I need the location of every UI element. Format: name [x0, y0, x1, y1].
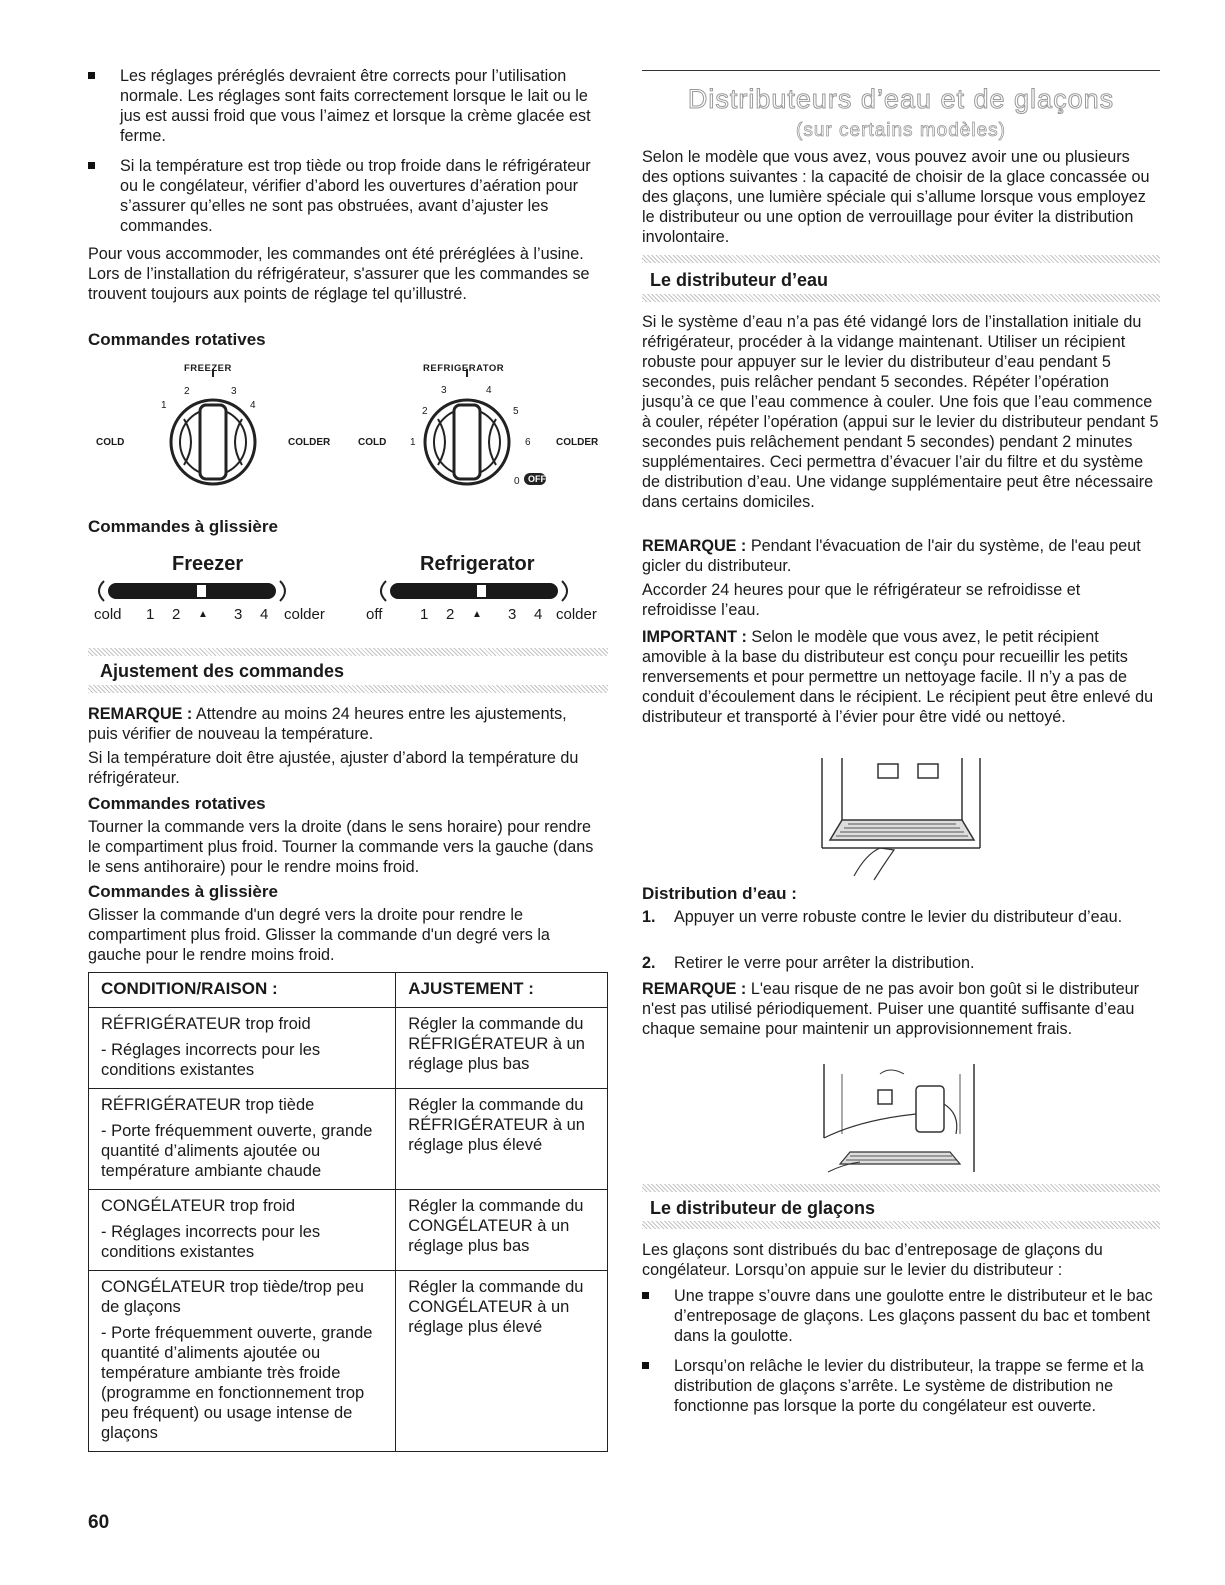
freezer-slider-title: Freezer	[172, 553, 244, 575]
remarque-paragraph: REMARQUE : Pendant l'évacuation de l'air du système, de l'eau peut gicler du distributeur.	[642, 537, 1141, 575]
page-number: 60	[88, 1512, 110, 1533]
table-cell: Régler la commande du CONGÉLATEUR à un réglage plus bas	[396, 1190, 608, 1271]
paragraph: Tourner la commande vers la droite (dans le sens horaire) pour rendre le compartiment plus froid. Tourner la commande vers la gauche (dans le sens antihoraire) pour le rendre moins froid.	[88, 818, 594, 876]
off-badge: OFF	[528, 474, 546, 484]
column-header: CONDITION/RAISON :	[89, 973, 396, 1008]
table-cell: RÉFRIGÉRATEUR trop froid - Réglages incorrects pour les conditions existantes	[89, 1008, 396, 1089]
divider	[642, 294, 1160, 302]
intro-paragraph: Selon le modèle que vous avez, vous pouvez avoir une ou plusieurs des options suivantes : la capacité de choisir de la glace concassée ou des glaçons, une lumière spéciale qui s’allume lorsque vous employez le distributeur ou une option de verrouillage pour éviter la distribution involontaire.	[642, 148, 1150, 246]
tick-label: 4	[486, 385, 492, 396]
section-heading: Commandes à glissière	[88, 517, 278, 536]
section-heading: Le distributeur de glaçons	[650, 1198, 876, 1218]
paragraph: Si le système d’eau n’a pas été vidangé lors de l’installation initiale du réfrigérateur, procéder à la vidange maintenant. Utiliser un récipient robuste pour appuyer sur le levier du distributeur d’eau pendant 5 secondes, puis relâcher pendant 5 secondes. Répéter l’opération jusqu’à ce que l’eau commence à couler. Une fois que l’eau commence à couler, répéter l’opération (appui sur le levier du distributeur pendant 5 secondes puis relâchement pendant 5 secondes) pendant 2 minutes supplémentaires. Ceci permettra d’évacuer l’air du filtre et du système de distribution d’eau. Une vidange supplémentaire peut être nécessaire dans certains domiciles.	[642, 313, 1159, 511]
divider	[88, 685, 608, 693]
refrigerator-dial-label: REFRIGERATOR	[423, 363, 505, 374]
list-item: 1. Appuyer un verre robuste contre le levier du distributeur d’eau.	[642, 908, 1123, 926]
tick-label: 0	[514, 476, 520, 487]
divider	[642, 70, 1160, 71]
divider	[642, 1221, 1160, 1229]
paragraph: Les glaçons sont distribués du bac d’entreposage de glaçons du congélateur. Lorsqu’on appuie sur le levier du distributeur :	[642, 1241, 1103, 1279]
list-item: 2. Retirer le verre pour arrêter la distribution.	[642, 954, 975, 972]
cold-label: COLD	[96, 437, 125, 448]
table-cell: Régler la commande du RÉFRIGÉRATEUR à un réglage plus élevé	[396, 1089, 608, 1190]
section-heading: Commandes rotatives	[88, 794, 266, 813]
dispenser-tray-illustration	[814, 758, 989, 886]
remarque-paragraph: REMARQUE : Attendre au moins 24 heures entre les ajustements, puis vérifier de nouveau la température.	[88, 705, 567, 743]
tick-label: 4	[250, 400, 256, 411]
slider-controls-illustration	[88, 577, 608, 605]
tick-label: 3	[231, 386, 237, 397]
tick-label: 2	[422, 406, 428, 417]
tick-label: 6	[525, 437, 531, 448]
list-item: Si la température est trop tiède ou trop froide dans le réfrigérateur ou le congélateur, vérifier d’abord les ouvertures d’aération pour s’assurer qu’elles ne sont pas obstruées, avant d’ajuster les commandes.	[88, 156, 608, 236]
tick-label: 3	[441, 385, 447, 396]
tick-label: 1	[410, 437, 416, 448]
bullet-icon	[88, 162, 95, 169]
column-header: AJUSTEMENT :	[396, 973, 608, 1008]
freezer-slider	[99, 581, 285, 601]
table-cell: CONGÉLATEUR trop tiède/trop peu de glaçons - Porte fréquemment ouverte, grande quantité d’aliments ajoutée ou température ambiante très froide (programme en fonctionnement trop peu fréquent) ou usage intense de glaçons	[89, 1271, 396, 1452]
table-row	[89, 1271, 608, 1452]
table-cell: Régler la commande du RÉFRIGÉRATEUR à un réglage plus bas	[396, 1008, 608, 1089]
tick-label: 5	[513, 406, 519, 417]
important-paragraph: IMPORTANT : Selon le modèle que vous avez, le petit récipient amovible à la base du distributeur est conçu pour recueillir les petits renversements et pour permettre un nettoyage facile. Il n’y a pas de conduit d’écoulement dans le récipient. Le récipient peut être enlevé du distributeur et transporté à l’évier pour être vidé ou nettoyé.	[642, 628, 1154, 726]
table-cell: Régler la commande du CONGÉLATEUR à un réglage plus élevé	[396, 1271, 608, 1452]
section-heading: Ajustement des commandes	[100, 661, 345, 681]
colder-label: COLDER	[288, 437, 331, 448]
divider	[642, 255, 1160, 263]
divider	[88, 648, 608, 656]
paragraph: Si la température doit être ajustée, ajuster d’abord la température du réfrigérateur.	[88, 749, 579, 787]
section-heading: Distribution d’eau :	[642, 884, 797, 903]
bullet-icon	[642, 1292, 649, 1299]
intro-paragraph: Pour vous accommoder, les commandes ont été préréglées à l’usine. Lors de l’installation du réfrigérateur, s'assurer que les commandes se trouvent toujours aux points de réglage tel qu’illustré.	[88, 245, 590, 303]
table-row	[89, 1190, 608, 1271]
paragraph: Glisser la commande d'un degré vers la droite pour rendre le compartiment plus froid. Glisser la commande d'un degré vers la gauche pour le rendre moins froid.	[88, 906, 550, 964]
tick-label: 1	[161, 400, 167, 411]
table-row	[89, 1008, 608, 1089]
list-item: Les réglages préréglés devraient être corrects pour l’utilisation normale. Les réglages sont faits correctement lorsque le lait ou le jus est aussi froid que vous l’aimez et lorsque la crème glacée est ferme.	[88, 66, 608, 146]
section-subtitle: (sur certains modèles)	[796, 120, 1006, 141]
table-row	[89, 1089, 608, 1190]
table-cell: CONGÉLATEUR trop froid - Réglages incorrects pour les conditions existantes	[89, 1190, 396, 1271]
bullet-icon	[88, 72, 95, 79]
list-item: Une trappe s’ouvre dans une goulotte entre le distributeur et le bac d’entreposage de glaçons. Les glaçons passent du bac et tombent dans la goulotte.	[642, 1286, 1160, 1346]
refrigerator-slider	[381, 581, 567, 601]
section-title: Distributeurs d’eau et de glaçons	[687, 84, 1115, 114]
remarque-paragraph: REMARQUE : L'eau risque de ne pas avoir bon goût si le distributeur n'est pas utilisé périodiquement. Puiser une quantité suffisante d’eau chaque semaine pour maintenir un approvisionnement frais.	[642, 980, 1140, 1038]
freezer-dial-label: FREEZER	[184, 363, 232, 374]
refrigerator-slider-title: Refrigerator	[420, 553, 535, 575]
tick-label: 2	[184, 386, 190, 397]
section-heading: Commandes rotatives	[88, 330, 266, 349]
dispenser-glass-illustration	[820, 1064, 980, 1176]
table-cell: RÉFRIGÉRATEUR trop tiède - Porte fréquemment ouverte, grande quantité d’aliments ajoutée ou température ambiante chaude	[89, 1089, 396, 1190]
cold-label: COLD	[358, 437, 387, 448]
divider	[642, 1184, 1160, 1192]
paragraph: Accorder 24 heures pour que le réfrigérateur se refroidisse et refroidisse l’eau.	[642, 581, 1081, 619]
section-heading: Commandes à glissière	[88, 882, 278, 901]
adjustment-table	[88, 972, 608, 1452]
section-heading: Le distributeur d’eau	[650, 270, 829, 290]
bullet-icon	[642, 1362, 649, 1369]
colder-label: COLDER	[556, 437, 599, 448]
list-item: Lorsqu’on relâche le levier du distributeur, la trappe se ferme et la distribution de glaçons s’arrête. Le système de distribution ne fonctionne pas lorsque la porte du congélateur est ouverte.	[642, 1356, 1160, 1416]
table-header-row	[89, 973, 608, 1008]
